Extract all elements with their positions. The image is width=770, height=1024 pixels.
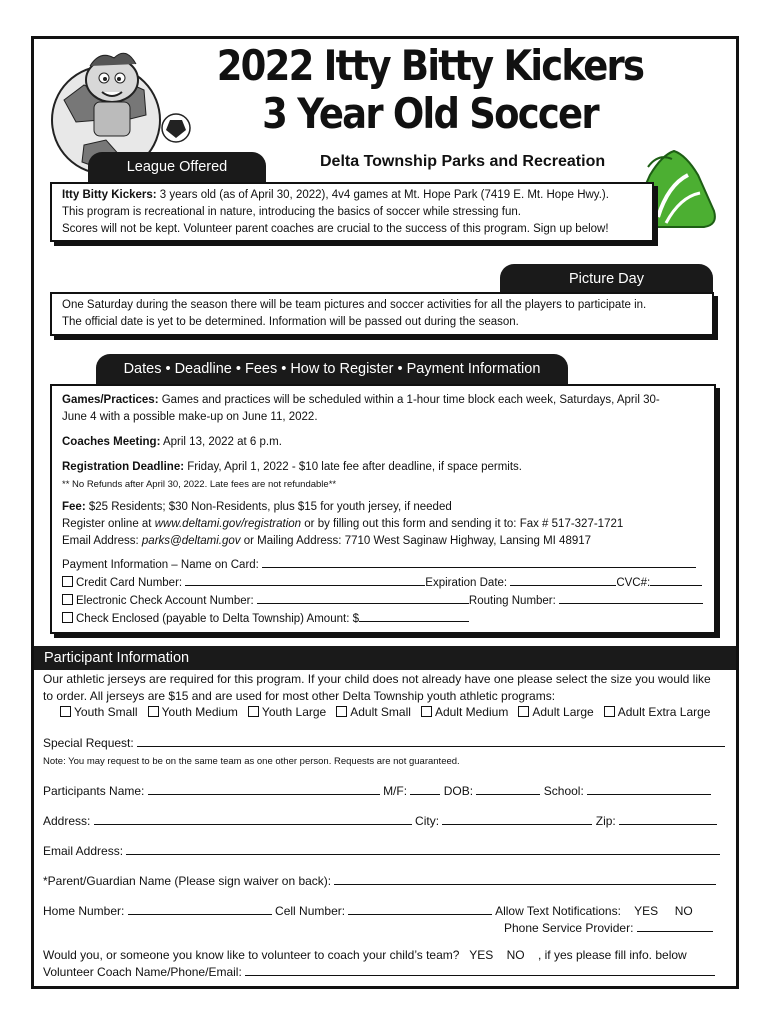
expiration-field[interactable] [510,574,616,586]
volunteer-info-field[interactable] [245,964,715,976]
size-youth-medium: Youth Medium [161,705,238,719]
volunteer-question: Would you, or someone you know like to volunteer to coach your child’s team? [43,948,460,962]
deadline-text: Friday, April 1, 2022 - $10 late fee after deadline, if space permits. [184,461,523,473]
request-note: Note: You may request to be on the same team as one other person. Requests are not guaranteed. [43,756,460,767]
games-label: Games/Practices: [62,394,159,406]
participant-name-label: Participants Name: [43,784,145,798]
provider-field[interactable] [637,920,713,932]
youth-small-checkbox[interactable] [60,706,71,717]
adult-small-checkbox[interactable] [336,706,347,717]
league-line-3: Scores will not be kept. Volunteer parent coaches are crucial to the success of this program. Sign up below! [62,223,609,235]
routing-field[interactable] [559,592,703,604]
allow-text-label: Allow Text Notifications: [495,904,621,918]
youth-large-checkbox[interactable] [248,706,259,717]
credit-card-label: Credit Card Number: [76,577,183,589]
size-adult-large: Adult Large [532,705,594,719]
guardian-label: *Parent/Guardian Name (Please sign waiver on back): [43,874,332,888]
echeck-field[interactable] [257,592,469,604]
size-adult-xl: Adult Extra Large [617,705,711,719]
email-suffix: or Mailing Address: 7710 West Saginaw Highway, Lansing MI 48917 [240,535,592,547]
register-prefix: Register online at [62,518,155,530]
refund-note: ** No Refunds after April 30, 2022. Late fees are not refundable** [62,479,337,490]
mf-label: M/F: [383,784,408,798]
participant-info-bar: Participant Information [34,646,736,670]
cell-number-label: Cell Number: [275,904,346,918]
adult-xl-checkbox[interactable] [604,706,615,717]
dates-fees-tab: Dates • Deadline • Fees • How to Register • Payment Information [96,354,568,384]
league-line-1: 3 years old (as of April 30, 2022), 4v4 games at Mt. Hope Park (7419 E. Mt. Hope Hwy.). [156,189,609,201]
title-line-2: 3 Year Old Soccer [262,89,598,138]
routing-label: Routing Number: [468,595,556,607]
coaches-label: Coaches Meeting: [62,436,161,448]
city-field[interactable] [442,813,592,825]
size-adult-medium: Adult Medium [434,705,509,719]
picture-day-line-2: The official date is yet to be determined. Information will be passed out during the season. [62,316,519,328]
credit-card-field[interactable] [185,574,425,586]
card-name-field[interactable] [262,556,696,568]
league-offered-tab: League Offered [88,152,266,182]
fee-text: $25 Residents; $30 Non-Residents, plus $15 for youth jersey, if needed [85,501,452,513]
size-youth-small: Youth Small [74,705,138,719]
participant-name-row [43,783,711,800]
youth-medium-checkbox[interactable] [148,706,159,717]
home-number-field[interactable] [128,903,272,915]
organization-name: Delta Township Parks and Recreation [320,153,606,170]
jersey-info [43,671,733,705]
volunteer-question-row [43,947,687,964]
credit-card-checkbox[interactable] [62,576,73,587]
volunteer-info-label: Volunteer Coach Name/Phone/Email: [43,965,242,979]
email-link[interactable]: parks@deltami.gov [141,535,241,547]
special-request-row [43,735,725,752]
jersey-size-options [60,704,740,721]
dob-label: DOB: [443,784,474,798]
address-label: Address: [43,814,91,828]
address-row [43,813,717,830]
email-row [43,843,720,860]
title-line-1: 2022 Itty Bitty Kickers [216,41,644,90]
picture-day-tab: Picture Day [500,264,713,294]
echeck-checkbox[interactable] [62,594,73,605]
games-text-1: Games and practices will be scheduled within a 1-hour time block each week, Saturdays, April 30- [158,394,660,406]
cvc-label: CVC#: [616,577,651,589]
special-request-field[interactable] [137,735,725,747]
register-suffix: or by filling out this form and sending it to: Fax # 517-327-1721 [301,518,624,530]
size-youth-large: Youth Large [261,705,327,719]
cvc-field[interactable] [650,574,702,586]
adult-large-checkbox[interactable] [518,706,529,717]
volunteer-info-row [43,964,715,981]
league-info-box [50,182,654,242]
text-yes-option[interactable]: YES [634,904,659,918]
jersey-line-1: Our athletic jerseys are required for this program. If your child does not already have one please select the size you would like [43,672,711,686]
participant-name-field[interactable] [148,783,380,795]
guardian-field[interactable] [334,873,716,885]
text-no-option[interactable]: NO [674,904,693,918]
check-enclosed-label: Check Enclosed (payable to Delta Township) Amount: $ [76,613,359,625]
adult-medium-checkbox[interactable] [421,706,432,717]
volunteer-no-option[interactable]: NO [506,948,525,962]
email-address-field[interactable] [126,843,720,855]
mf-field[interactable] [410,783,440,795]
address-field[interactable] [94,813,412,825]
school-label: School: [543,784,584,798]
echeck-label: Electronic Check Account Number: [76,595,254,607]
guardian-row [43,873,716,890]
fee-label: Fee: [62,501,86,513]
size-adult-small: Adult Small [350,705,411,719]
jersey-line-2: to order. All jerseys are $15 and are used for most other Delta Township youth athletic programs: [43,689,556,703]
check-enclosed-checkbox[interactable] [62,612,73,623]
picture-day-line-1: One Saturday during the season there will be team pictures and soccer activities for all the players to participate in. [62,299,647,311]
provider-label: Phone Service Provider: [504,921,634,935]
dob-field[interactable] [476,783,540,795]
coaches-text: April 13, 2022 at 6 p.m. [160,436,282,448]
special-request-label: Special Request: [43,736,134,750]
home-number-label: Home Number: [43,904,125,918]
expiration-label: Expiration Date: [425,577,508,589]
zip-label: Zip: [595,814,616,828]
picture-day-box [50,292,714,336]
volunteer-yes-option[interactable]: YES [469,948,494,962]
city-label: City: [415,814,440,828]
phone-row [43,903,693,920]
register-url-link[interactable]: www.deltami.gov/registration [154,518,302,530]
dates-fees-box [50,384,716,634]
games-text-2: June 4 with a possible make-up on June 11, 2022. [62,411,318,423]
school-field[interactable] [587,783,711,795]
deadline-label: Registration Deadline: [62,461,185,473]
league-line-2: This program is recreational in nature, introducing the basics of soccer while stressing fun. [62,206,521,218]
email-prefix: Email Address: [62,535,142,547]
zip-field[interactable] [619,813,717,825]
payment-name-label: Payment Information – Name on Card: [62,559,259,571]
volunteer-tail: , if yes please fill info. below [537,948,687,962]
cell-number-field[interactable] [348,903,492,915]
provider-row [504,920,713,937]
check-amount-field[interactable] [359,610,469,622]
league-label: Itty Bitty Kickers: [62,189,157,201]
email-address-label: Email Address: [43,844,124,858]
